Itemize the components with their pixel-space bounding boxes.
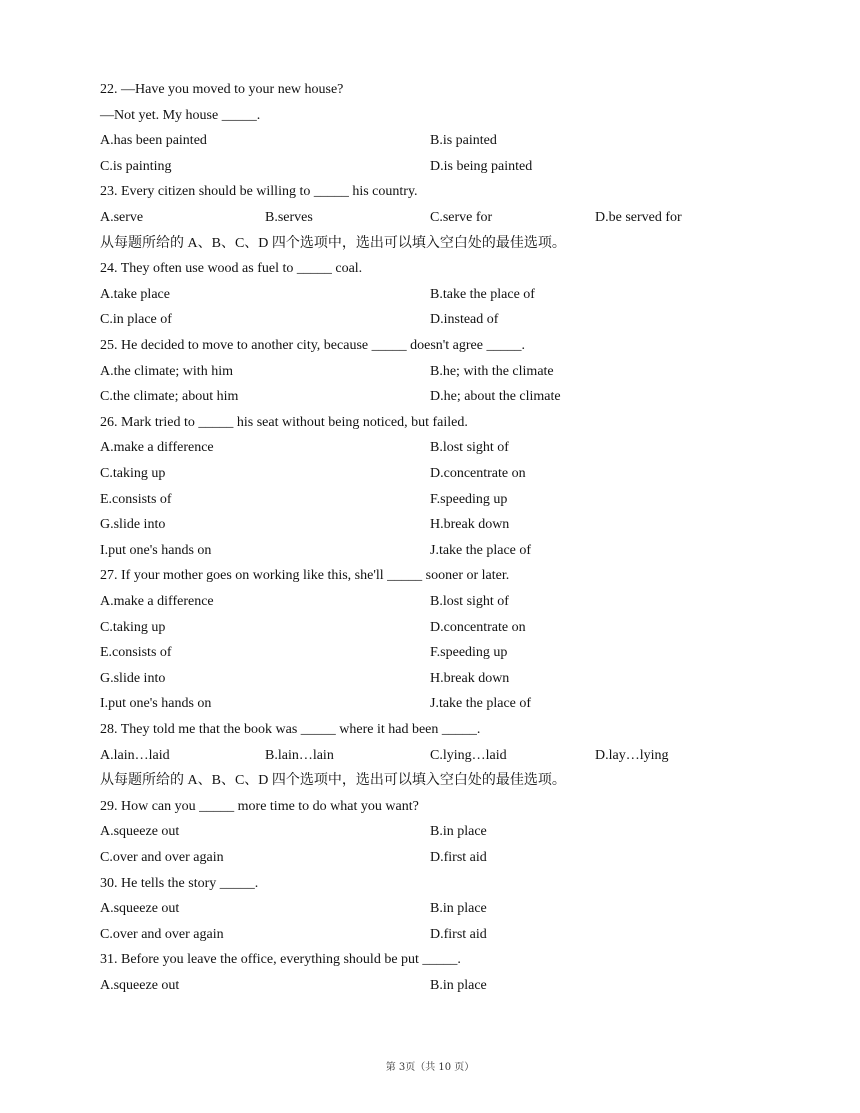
answer-option: A.the climate; with him (100, 363, 233, 379)
answer-option: D.is being painted (430, 158, 533, 174)
question-line (100, 719, 780, 741)
options-row (100, 540, 780, 562)
question-line (100, 565, 780, 587)
answer-option: D.instead of (430, 312, 499, 328)
question-text: 23. Every citizen should be willing to _____ his country. (100, 184, 418, 200)
answer-option: D.concentrate on (430, 619, 526, 635)
answer-option: B.lost sight of (430, 594, 509, 609)
answer-option: I.put one's hands on (100, 696, 212, 712)
question-line (100, 79, 780, 101)
options-row (100, 284, 780, 306)
answer-option: A.serve (100, 210, 144, 225)
answer-option: B.serves (265, 210, 313, 225)
answer-option: A.take place (100, 286, 170, 302)
answer-option: C.in place of (100, 312, 172, 328)
options-row (100, 668, 780, 690)
options-row (100, 617, 780, 639)
question-line (100, 770, 780, 792)
answer-option: A.squeeze out (100, 978, 180, 993)
options-row (100, 975, 780, 997)
question-line (100, 233, 780, 255)
options-row (100, 693, 780, 715)
answer-option: A.squeeze out (100, 901, 180, 917)
options-row (100, 489, 780, 511)
answer-option: J.take the place of (430, 542, 532, 558)
answer-option: B.in place (430, 978, 487, 993)
question-text: —Not yet. My house _____. (100, 107, 261, 123)
answer-option: J.take the place of (430, 696, 532, 712)
question-text: 从每题所给的 A、B、C、D 四个选项中，选出可以填入空白处的最佳选项。 (100, 773, 566, 789)
question-text: 22. —Have you moved to your new house? (100, 82, 344, 97)
options-row (100, 745, 780, 767)
options-row (100, 207, 780, 229)
answer-option: C.over and over again (100, 850, 224, 865)
options-row (100, 591, 780, 613)
options-row (100, 821, 780, 843)
answer-option: C.is painting (100, 158, 172, 174)
answer-option: A.has been painted (100, 133, 207, 149)
answer-option: C.taking up (100, 466, 166, 481)
answer-option: B.is painted (430, 133, 497, 149)
answer-option: C.lying…laid (430, 747, 507, 763)
question-line (100, 949, 780, 971)
answer-option: B.lain…lain (265, 747, 334, 763)
answer-option: C.serve for (430, 210, 493, 225)
question-text: 24. They often use wood as fuel to _____ coal. (100, 261, 363, 277)
answer-option: A.make a difference (100, 594, 214, 609)
options-row (100, 514, 780, 536)
question-line (100, 335, 780, 357)
question-text: 30. He tells the story _____. (100, 875, 259, 891)
question-text: 25. He decided to move to another city, because _____ doesn't agree _____. (100, 338, 525, 353)
answer-option: A.lain…laid (100, 747, 170, 763)
answer-option: C.the climate; about him (100, 389, 239, 405)
question-line (100, 873, 780, 895)
question-text: 27. If your mother goes on working like this, she'll _____ sooner or later. (100, 568, 510, 584)
answer-option: D.be served for (595, 210, 682, 225)
answer-option: C.taking up (100, 619, 166, 635)
answer-option: E.consists of (100, 645, 172, 661)
answer-option: D.first aid (430, 926, 487, 942)
answer-option: G.slide into (100, 670, 166, 686)
options-row (100, 924, 780, 946)
question-line (100, 181, 780, 203)
options-row (100, 361, 780, 383)
answer-option: H.break down (430, 670, 510, 686)
options-row (100, 463, 780, 485)
answer-option: E.consists of (100, 491, 172, 507)
options-row (100, 437, 780, 459)
answer-option: B.he; with the climate (430, 363, 554, 379)
question-line (100, 105, 780, 127)
question-text: 31. Before you leave the office, everything should be put _____. (100, 952, 461, 968)
answer-option: I.put one's hands on (100, 542, 212, 558)
answer-option: F.speeding up (430, 645, 508, 661)
answer-option: G.slide into (100, 517, 166, 533)
answer-option: B.take the place of (430, 286, 535, 302)
options-row (100, 898, 780, 920)
question-text: 28. They told me that the book was _____ where it had been _____. (100, 722, 481, 737)
options-row (100, 309, 780, 331)
options-row (100, 156, 780, 178)
question-line (100, 258, 780, 280)
answer-option: B.in place (430, 824, 487, 840)
answer-option: B.lost sight of (430, 440, 509, 456)
answer-option: B.in place (430, 901, 487, 917)
answer-option: D.lay…lying (595, 747, 669, 763)
question-text: 26. Mark tried to _____ his seat without being noticed, but failed. (100, 414, 468, 430)
answer-option: A.squeeze out (100, 824, 180, 840)
question-text: 从每题所给的 A、B、C、D 四个选项中，选出可以填入空白处的最佳选项。 (100, 235, 566, 251)
question-text: 29. How can you _____ more time to do what you want? (100, 798, 419, 814)
question-line (100, 412, 780, 434)
options-row (100, 847, 780, 869)
options-row (100, 130, 780, 152)
options-row (100, 642, 780, 664)
page-footer: 第 3页（共 10 页） (385, 1062, 475, 1073)
answer-option: D.he; about the climate (430, 389, 561, 405)
answer-option: C.over and over again (100, 926, 224, 942)
answer-option: F.speeding up (430, 491, 508, 507)
answer-option: D.concentrate on (430, 466, 526, 481)
answer-option: D.first aid (430, 850, 487, 865)
question-line (100, 796, 780, 818)
answer-option: A.make a difference (100, 440, 214, 456)
answer-option: H.break down (430, 517, 510, 533)
options-row (100, 386, 780, 408)
